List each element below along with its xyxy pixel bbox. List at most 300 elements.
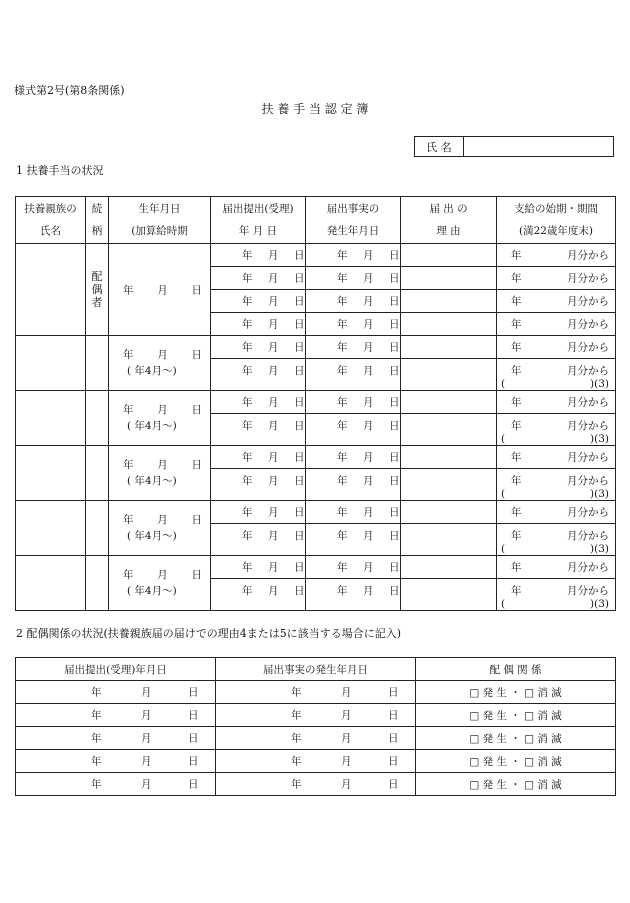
date-part: 日 <box>388 709 399 722</box>
date-part: 年 <box>123 459 134 471</box>
filing-date-cell[interactable] <box>16 773 216 796</box>
filing-date-cell[interactable] <box>211 414 306 446</box>
payment-period-cell[interactable] <box>497 244 616 267</box>
table1-header-cell <box>211 197 306 244</box>
spouse-status-cell[interactable]: □ 発 生 ・ □ 消 滅 <box>416 704 616 727</box>
reason-cell[interactable] <box>401 501 497 524</box>
date-part: 年 <box>91 755 102 768</box>
date-part: 日 <box>294 451 305 464</box>
birthdate-line <box>123 567 202 582</box>
date-part: 月 <box>363 506 374 519</box>
name-box <box>414 136 614 157</box>
header-line2: 発生年月日 <box>326 224 380 237</box>
filing-date-cell[interactable] <box>211 290 306 313</box>
paren-close: )(3) <box>590 378 609 390</box>
date-part: 日 <box>188 709 199 722</box>
date-part: 日 <box>389 341 400 354</box>
date-part: 年 <box>291 686 302 699</box>
relation-cell[interactable] <box>86 501 109 556</box>
table1-header <box>16 197 616 244</box>
spouse-status-row <box>16 773 616 796</box>
year-part: 年 <box>511 272 522 285</box>
allowance-start-line: ( 年4月～) <box>127 420 177 432</box>
date-part: 月 <box>268 249 279 262</box>
name-label: 氏 名 <box>415 137 464 156</box>
date-part: 月 <box>141 778 152 791</box>
payment-period-cell[interactable] <box>497 359 616 391</box>
occurrence-date-cell[interactable] <box>306 336 401 359</box>
occurrence-date-cell[interactable] <box>306 313 401 336</box>
date-part: 年 <box>91 686 102 699</box>
table1-header-cell <box>109 197 211 244</box>
occurrence-date-cell[interactable] <box>216 681 416 704</box>
date-part: 年 <box>337 341 348 354</box>
header-line1: 届出事実の <box>326 202 380 215</box>
date-part: 年 <box>337 420 348 432</box>
date-part: 年 <box>123 284 134 296</box>
from-suffix: 月分から <box>567 530 609 542</box>
date-part: 月 <box>363 341 374 354</box>
document-title: 扶 養 手 当 認 定 簿 <box>261 102 369 116</box>
filing-date-cell[interactable] <box>211 524 306 556</box>
spouse-status-row <box>16 704 616 727</box>
header-line1: 続 <box>91 202 103 215</box>
dependent-row <box>16 556 616 579</box>
date-part: 月 <box>268 272 279 285</box>
date-part: 年 <box>291 709 302 722</box>
dependent-row <box>16 446 616 469</box>
occurrence-date-cell[interactable] <box>306 446 401 469</box>
table1-header-cell <box>401 197 497 244</box>
date-part: 年 <box>337 318 348 331</box>
date-part: 月 <box>157 459 168 471</box>
reason-cell[interactable] <box>401 290 497 313</box>
from-suffix: 月分から <box>567 420 609 432</box>
date-part: 年 <box>242 420 253 432</box>
date-part: 年 <box>123 404 134 416</box>
date-part: 月 <box>268 318 279 331</box>
filing-date-cell[interactable] <box>211 556 306 579</box>
date-part: 日 <box>389 530 400 542</box>
date-part: 月 <box>341 686 352 699</box>
date-part: 月 <box>157 284 168 296</box>
occurrence-date-cell[interactable] <box>306 244 401 267</box>
date-part: 年 <box>242 318 253 331</box>
date-part: 年 <box>337 585 348 597</box>
date-part: 年 <box>242 451 253 464</box>
relation-cell[interactable] <box>86 391 109 446</box>
dependent-row <box>16 336 616 359</box>
date-part: 月 <box>341 732 352 745</box>
payment-period-cell[interactable] <box>497 524 616 556</box>
filing-date-cell[interactable] <box>211 579 306 611</box>
payment-period-cell[interactable] <box>497 391 616 414</box>
birthdate-cell[interactable] <box>109 556 211 611</box>
date-part: 月 <box>363 249 374 262</box>
year-part: 年 <box>511 295 522 308</box>
birthdate-line <box>123 457 202 472</box>
date-part: 日 <box>388 755 399 768</box>
date-part: 日 <box>294 585 305 597</box>
spouse-status-row <box>16 681 616 704</box>
date-part: 日 <box>294 365 305 377</box>
date-part: 日 <box>294 420 305 432</box>
dependent-name-cell[interactable] <box>16 446 86 501</box>
date-part: 月 <box>363 396 374 409</box>
spouse-status-row <box>16 750 616 773</box>
occurrence-date-cell[interactable] <box>306 267 401 290</box>
from-suffix: 月分から <box>567 272 609 285</box>
header-line2: 理 由 <box>436 224 461 237</box>
relation-cell <box>86 244 109 336</box>
date-part: 月 <box>363 365 374 377</box>
name-field[interactable] <box>464 137 613 156</box>
paren-close: )(3) <box>590 488 609 500</box>
filing-date-cell[interactable] <box>211 244 306 267</box>
date-part: 日 <box>388 686 399 699</box>
filing-date-cell[interactable] <box>16 704 216 727</box>
birthdate-line <box>123 347 202 362</box>
dependent-name-cell[interactable] <box>16 391 86 446</box>
filing-date-cell[interactable] <box>211 267 306 290</box>
date-part: 日 <box>188 686 199 699</box>
date-part: 年 <box>337 295 348 308</box>
from-suffix: 月分から <box>567 506 609 519</box>
date-part: 日 <box>191 349 202 361</box>
date-part: 日 <box>294 530 305 542</box>
filing-date-cell[interactable] <box>211 391 306 414</box>
date-part: 年 <box>242 249 253 262</box>
date-part: 日 <box>389 561 400 574</box>
reason-cell[interactable] <box>401 579 497 611</box>
date-part: 日 <box>389 451 400 464</box>
header-line2: 氏名 <box>40 224 61 237</box>
date-part: 年 <box>123 349 134 361</box>
year-part: 年 <box>511 341 522 354</box>
year-part: 年 <box>511 318 522 331</box>
dependent-name-cell[interactable] <box>16 244 86 336</box>
occurrence-date-cell[interactable] <box>306 501 401 524</box>
date-part: 月 <box>363 475 374 487</box>
reason-cell[interactable] <box>401 244 497 267</box>
date-part: 年 <box>291 778 302 791</box>
occurrence-date-cell[interactable] <box>306 290 401 313</box>
dependent-row <box>16 391 616 414</box>
date-part: 日 <box>294 475 305 487</box>
filing-date-cell[interactable] <box>211 501 306 524</box>
spouse-relation: 配偶者 <box>91 270 103 309</box>
reason-cell[interactable] <box>401 556 497 579</box>
date-part: 日 <box>294 506 305 519</box>
date-part: 年 <box>91 778 102 791</box>
date-part: 日 <box>294 272 305 285</box>
birthdate-cell[interactable] <box>109 244 211 336</box>
header-line2: (加算給時期 <box>131 224 188 237</box>
from-suffix: 月分から <box>567 295 609 308</box>
date-part: 年 <box>337 249 348 262</box>
date-part: 日 <box>188 732 199 745</box>
filing-date-cell[interactable] <box>211 446 306 469</box>
allowance-start-line: ( 年4月～) <box>127 475 177 487</box>
date-part: 年 <box>242 365 253 377</box>
reason-cell[interactable] <box>401 336 497 359</box>
table2-header <box>16 658 616 681</box>
occurrence-date-cell[interactable] <box>216 750 416 773</box>
date-part: 日 <box>388 778 399 791</box>
date-part: 月 <box>141 686 152 699</box>
date-part: 年 <box>337 506 348 519</box>
date-part: 日 <box>294 396 305 409</box>
date-part: 年 <box>91 732 102 745</box>
date-part: 日 <box>388 732 399 745</box>
relation-cell[interactable] <box>86 446 109 501</box>
date-part: 年 <box>337 561 348 574</box>
date-part: 月 <box>363 295 374 308</box>
payment-period-cell[interactable] <box>497 313 616 336</box>
relation-cell[interactable] <box>86 336 109 391</box>
reason-cell[interactable] <box>401 446 497 469</box>
occurrence-date-cell[interactable] <box>306 469 401 501</box>
year-part: 年 <box>511 530 522 542</box>
filing-date-cell[interactable] <box>16 750 216 773</box>
header-line1: 生年月日 <box>138 202 181 215</box>
from-suffix: 月分から <box>567 451 609 464</box>
birthdate-cell[interactable] <box>109 446 211 501</box>
birthdate-cell[interactable] <box>109 501 211 556</box>
table2-header-cell: 配 偶 関 係 <box>416 658 616 681</box>
date-part: 月 <box>268 585 279 597</box>
payment-period-cell[interactable] <box>497 336 616 359</box>
date-part: 月 <box>363 272 374 285</box>
date-part: 日 <box>389 396 400 409</box>
filing-date-cell[interactable] <box>211 469 306 501</box>
date-part: 日 <box>188 755 199 768</box>
spouse-status-table <box>15 657 616 796</box>
from-suffix: 月分から <box>567 561 609 574</box>
occurrence-date-cell[interactable] <box>216 773 416 796</box>
date-part: 年 <box>337 365 348 377</box>
date-part: 月 <box>363 561 374 574</box>
date-part: 月 <box>363 585 374 597</box>
reason-cell[interactable] <box>401 267 497 290</box>
reason-cell[interactable] <box>401 414 497 446</box>
birthdate-cell[interactable] <box>109 336 211 391</box>
date-part: 月 <box>341 709 352 722</box>
date-part: 日 <box>294 341 305 354</box>
date-part: 年 <box>242 396 253 409</box>
paren-open: ( <box>501 378 506 390</box>
payment-period-cell[interactable] <box>497 469 616 501</box>
from-suffix: 月分から <box>567 396 609 409</box>
section2-heading: 2 配偶関係の状況(扶養親族届の届けでの理由4または5に該当する場合に記入) <box>16 627 402 640</box>
occurrence-date-cell[interactable] <box>306 391 401 414</box>
header-line1: 届 出 の <box>429 202 468 215</box>
header-line1: 届出提出(受理) <box>222 202 294 215</box>
year-part: 年 <box>511 506 522 519</box>
reason-cell[interactable] <box>401 391 497 414</box>
payment-period-cell[interactable] <box>497 556 616 579</box>
date-part: 年 <box>123 569 134 581</box>
date-part: 年 <box>291 732 302 745</box>
date-part: 月 <box>157 349 168 361</box>
date-part: 日 <box>294 561 305 574</box>
occurrence-date-cell[interactable] <box>306 414 401 446</box>
date-part: 日 <box>191 459 202 471</box>
allowance-start-line: ( 年4月～) <box>127 585 177 597</box>
year-part: 年 <box>511 396 522 409</box>
header-line2: (満22歳年度末) <box>518 224 594 237</box>
paren-open: ( <box>501 598 506 610</box>
from-suffix: 月分から <box>567 249 609 262</box>
date-part: 日 <box>191 404 202 416</box>
date-part: 月 <box>268 451 279 464</box>
date-part: 日 <box>294 295 305 308</box>
year-part: 年 <box>511 451 522 464</box>
date-part: 年 <box>123 514 134 526</box>
date-part: 月 <box>157 514 168 526</box>
year-part: 年 <box>511 365 522 377</box>
date-part: 日 <box>294 318 305 331</box>
header-line2: 柄 <box>91 224 103 237</box>
table1-header-cell <box>86 197 109 244</box>
date-part: 月 <box>157 404 168 416</box>
filing-date-cell[interactable] <box>211 359 306 391</box>
date-part: 年 <box>242 341 253 354</box>
filing-date-cell[interactable] <box>211 313 306 336</box>
payment-period-cell[interactable] <box>497 414 616 446</box>
filing-date-cell[interactable] <box>211 336 306 359</box>
date-part: 日 <box>389 506 400 519</box>
date-part: 年 <box>242 585 253 597</box>
date-part: 日 <box>389 318 400 331</box>
date-part: 日 <box>294 249 305 262</box>
date-part: 月 <box>341 755 352 768</box>
occurrence-date-cell[interactable] <box>306 556 401 579</box>
paren-open: ( <box>501 433 506 445</box>
from-suffix: 月分から <box>567 341 609 354</box>
spouse-status-cell[interactable]: □ 発 生 ・ □ 消 滅 <box>416 773 616 796</box>
header-line1: 扶養親族の <box>24 202 77 215</box>
filing-date-cell[interactable] <box>16 727 216 750</box>
table2-header-cell: 届出提出(受理)年月日 <box>16 658 216 681</box>
occurrence-date-cell[interactable] <box>216 727 416 750</box>
reason-cell[interactable] <box>401 469 497 501</box>
date-part: 月 <box>363 318 374 331</box>
date-part: 日 <box>191 514 202 526</box>
birthdate-line <box>123 282 202 297</box>
date-part: 月 <box>268 506 279 519</box>
occurrence-date-cell[interactable] <box>306 524 401 556</box>
date-part: 月 <box>363 420 374 432</box>
date-part: 月 <box>268 475 279 487</box>
date-part: 年 <box>242 272 253 285</box>
date-part: 月 <box>141 755 152 768</box>
occurrence-date-cell[interactable] <box>216 704 416 727</box>
date-part: 月 <box>268 420 279 432</box>
date-part: 年 <box>242 561 253 574</box>
date-part: 月 <box>363 530 374 542</box>
payment-period-cell[interactable] <box>497 267 616 290</box>
reason-cell[interactable] <box>401 313 497 336</box>
occurrence-date-cell[interactable] <box>306 579 401 611</box>
spouse-status-cell[interactable]: □ 発 生 ・ □ 消 滅 <box>416 727 616 750</box>
reason-cell[interactable] <box>401 524 497 556</box>
year-part: 年 <box>511 561 522 574</box>
date-part: 月 <box>141 709 152 722</box>
birthdate-line <box>123 512 202 527</box>
spouse-status-row <box>16 727 616 750</box>
date-part: 月 <box>268 341 279 354</box>
date-part: 日 <box>191 569 202 581</box>
date-part: 日 <box>389 272 400 285</box>
spouse-row <box>16 244 616 267</box>
birthdate-cell[interactable] <box>109 391 211 446</box>
date-part: 年 <box>242 295 253 308</box>
year-part: 年 <box>511 475 522 487</box>
header-line2: 年 月 日 <box>238 224 278 237</box>
date-part: 年 <box>337 396 348 409</box>
date-part: 月 <box>268 530 279 542</box>
date-part: 年 <box>337 530 348 542</box>
date-part: 日 <box>389 475 400 487</box>
date-part: 日 <box>389 585 400 597</box>
spouse-status-cell[interactable]: □ 発 生 ・ □ 消 滅 <box>416 750 616 773</box>
date-part: 日 <box>188 778 199 791</box>
date-part: 月 <box>268 295 279 308</box>
dependent-name-cell[interactable] <box>16 336 86 391</box>
date-part: 年 <box>337 272 348 285</box>
table1-header-cell <box>306 197 401 244</box>
occurrence-date-cell[interactable] <box>306 359 401 391</box>
payment-period-cell[interactable] <box>497 446 616 469</box>
from-suffix: 月分から <box>567 318 609 331</box>
date-part: 月 <box>157 569 168 581</box>
date-part: 年 <box>91 709 102 722</box>
year-part: 年 <box>511 249 522 262</box>
dependent-row <box>16 501 616 524</box>
date-part: 月 <box>268 365 279 377</box>
header-line1: 支給の始期・期間 <box>514 202 598 215</box>
paren-close: )(3) <box>590 598 609 610</box>
date-part: 年 <box>242 530 253 542</box>
date-part: 年 <box>242 506 253 519</box>
dependent-name-cell[interactable] <box>16 501 86 556</box>
date-part: 月 <box>268 561 279 574</box>
allowance-start-line: ( 年4月～) <box>127 365 177 377</box>
date-part: 年 <box>337 475 348 487</box>
date-part: 月 <box>363 451 374 464</box>
filing-date-cell[interactable] <box>16 681 216 704</box>
year-part: 年 <box>511 420 522 432</box>
year-part: 年 <box>511 585 522 597</box>
form-number: 様式第2号(第8条関係) <box>14 84 125 97</box>
payment-period-cell[interactable] <box>497 579 616 611</box>
dependent-name-cell[interactable] <box>16 556 86 611</box>
birthdate-line <box>123 402 202 417</box>
reason-cell[interactable] <box>401 359 497 391</box>
date-part: 年 <box>337 451 348 464</box>
table1-header-cell <box>497 197 616 244</box>
paren-open: ( <box>501 543 506 555</box>
payment-period-cell[interactable] <box>497 290 616 313</box>
payment-period-cell[interactable] <box>497 501 616 524</box>
table2-header-cell: 届出事実の発生年月日 <box>216 658 416 681</box>
date-part: 月 <box>341 778 352 791</box>
relation-cell[interactable] <box>86 556 109 611</box>
paren-close: )(3) <box>590 433 609 445</box>
spouse-status-cell[interactable]: □ 発 生 ・ □ 消 滅 <box>416 681 616 704</box>
from-suffix: 月分から <box>567 365 609 377</box>
